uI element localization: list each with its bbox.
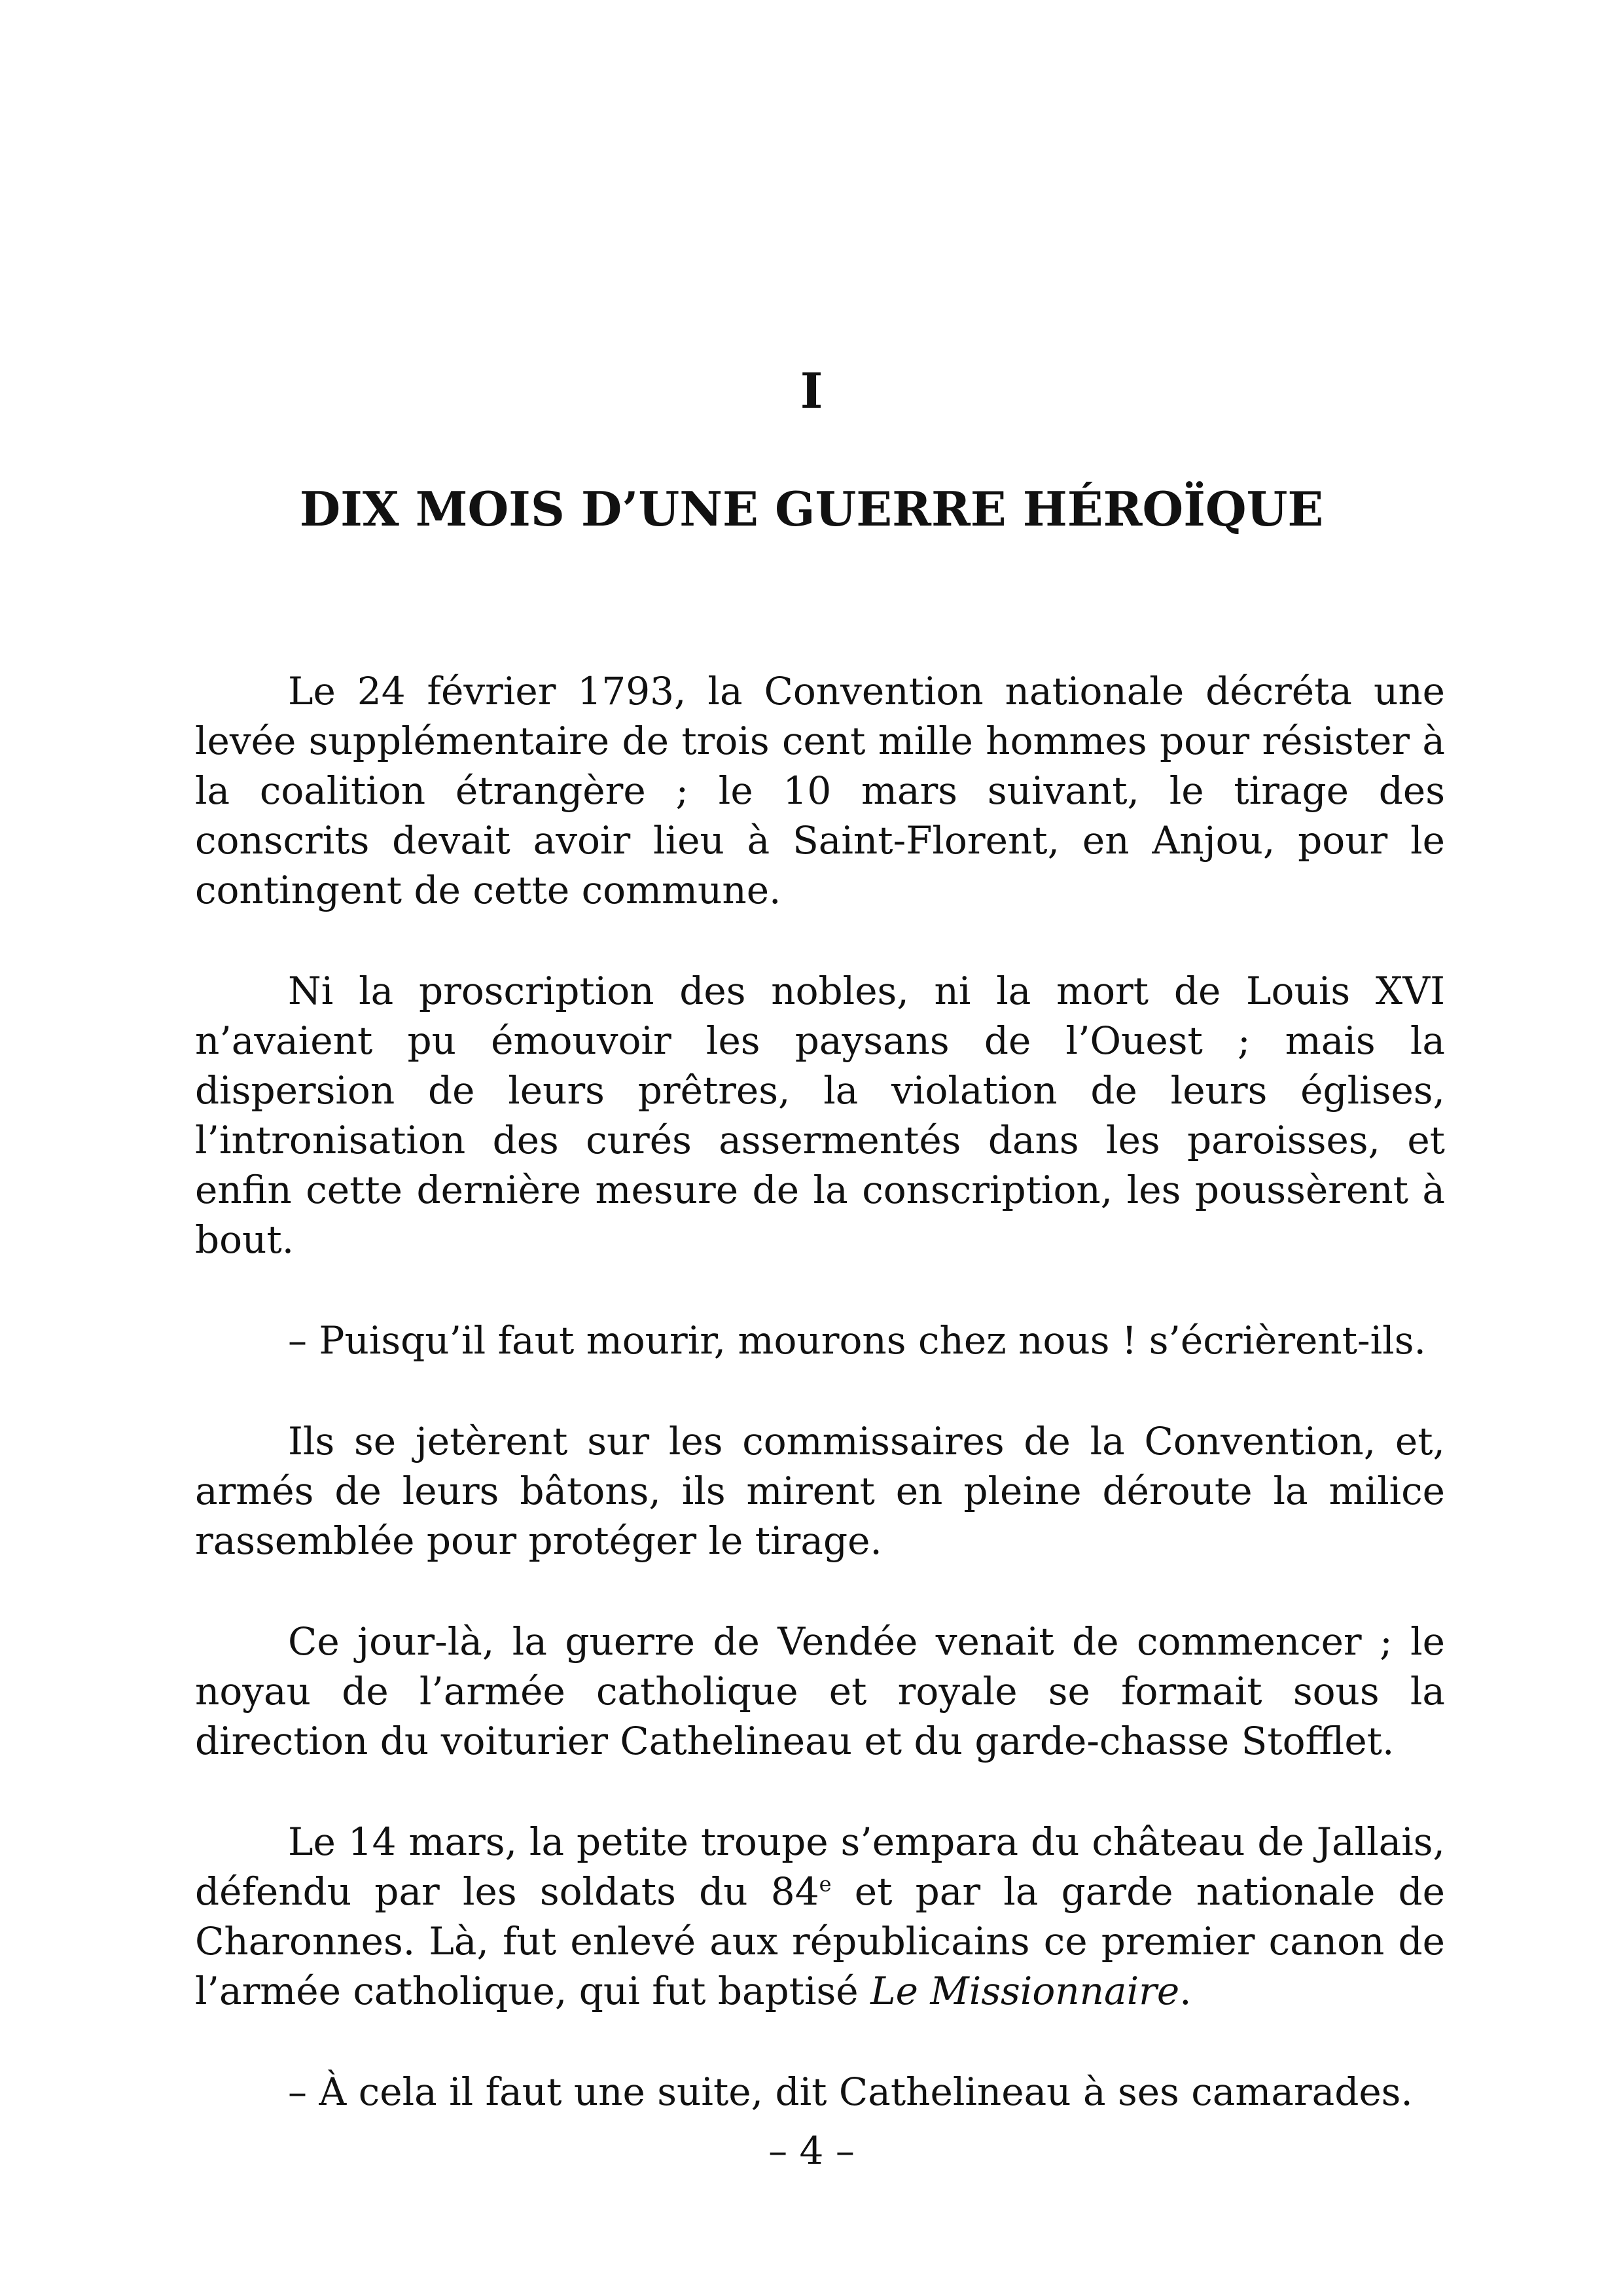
- paragraph-6: [195, 1817, 1445, 2016]
- chapter-number: I: [800, 363, 823, 420]
- paragraph-6-part-2: et par la garde nationale de Charonnes. Là, fut enlevé aux républicains ce premier canon de l’armée catholique, qui fut baptisé: [195, 1869, 1445, 2013]
- paragraph-1: Le 24 février 1793, la Convention nationale décréta une levée supplémentaire de trois cent mille hommes pour résister à la coalition étrangère ; le 10 mars suivant, le tirage des conscrits devait avoir lieu à Saint-Florent, en Anjou, pour le contingent de cette commune.: [195, 669, 1445, 912]
- paragraph-4: Ils se jetèrent sur les commissaires de la Convention, et, armés de leurs bâtons, ils mirent en pleine déroute la milice rassemblée pour protéger le tirage.: [195, 1419, 1445, 1563]
- paragraph-7-dialogue: – À cela il faut une suite, dit Cathelineau à ses camarades.: [288, 2070, 1413, 2114]
- paragraph-5: Ce jour-là, la guerre de Vendée venait de commencer ; le noyau de l’armée catholique et royale se formait sous la direction du voiturier Cathelineau et du garde-chasse Stofflet.: [195, 1619, 1445, 1763]
- paragraph-6-part-3: .: [1179, 1969, 1192, 2013]
- paragraph-6-part-1: Le 14 mars, la petite troupe s’empara du château de Jallais, défendu par les soldats du 84: [195, 1820, 1445, 1914]
- chapter-title: DIX MOIS D’UNE GUERRE HÉROÏQUE: [299, 481, 1324, 537]
- ordinal-superscript: e: [819, 1871, 832, 1897]
- body-text: [195, 666, 1445, 2168]
- paragraph-2: Ni la proscription des nobles, ni la mort de Louis XVI n’avaient pu émouvoir les paysans de l’Ouest ; mais la dispersion de leurs prêtres, la violation de leurs églises, l’intronisation des curés assermentés dans les paroisses, et enfin cette dernière mesure de la conscription, les poussèrent à bout.: [195, 969, 1445, 1262]
- page-number: – 4 –: [768, 2128, 855, 2173]
- cannon-name: Le Missionnaire: [870, 1969, 1180, 2013]
- paragraph-3-dialogue: – Puisqu’il faut mourir, mourons chez nous ! s’écrièrent-ils.: [288, 1318, 1426, 1363]
